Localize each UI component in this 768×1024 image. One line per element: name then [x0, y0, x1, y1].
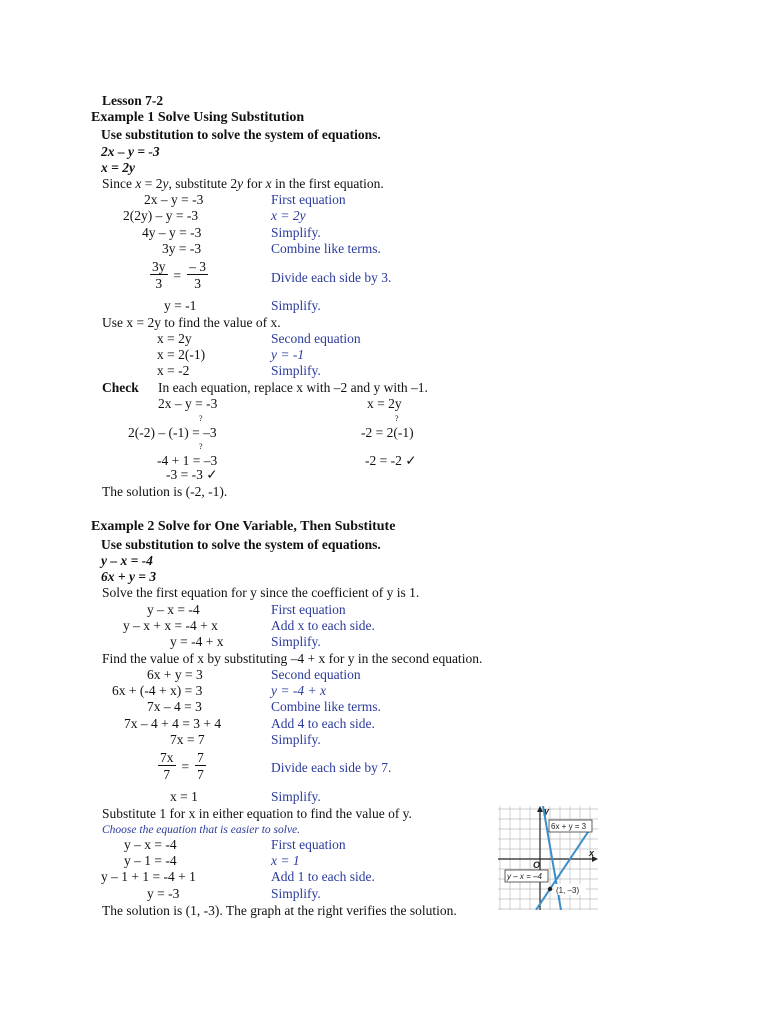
example1-system-eq1: 2x – y = -3 [101, 144, 160, 159]
example1-since-text: Since x = 2y, substitute 2y for x in the first equation. [102, 176, 384, 191]
ex2-x-step-2-reason: y = -4 + x [271, 683, 326, 698]
ex1-x-step-1-reason: Second equation [271, 331, 361, 346]
ex2-y-step-4: y = -3 [147, 886, 180, 901]
check-left-3: -4 + 1 = –3 [157, 453, 218, 468]
ex2-solve-first-text: Solve the first equation for y since the coefficient of y is 1. [102, 585, 420, 600]
x-axis-label: x [589, 848, 595, 858]
ex2-fraction-step: $\frac{7x}{7}$ = $\frac{7}{7}$ [160, 750, 204, 782]
ex2-y-step-2-reason: x = 1 [271, 853, 300, 868]
ex1-step-1-reason: First equation [271, 192, 346, 207]
check-question-mark: ? [395, 414, 399, 423]
line2-label: y – x = –4 [507, 872, 542, 881]
ex2-x-step-1-reason: Second equation [271, 667, 361, 682]
check-label: Check [102, 380, 139, 395]
ex2-x-result-reason: Simplify. [271, 789, 321, 804]
lesson-title: Lesson 7-2 [102, 93, 164, 108]
ex2-x-step-5-reason: Simplify. [271, 732, 321, 747]
ex2-solution: The solution is (1, -3). The graph at the right verifies the solution. [102, 903, 457, 918]
check-text: In each equation, replace x with –2 and y with –1. [158, 380, 428, 395]
ex2-x-result: x = 1 [170, 789, 198, 804]
ex1-step-3: 4y – y = -3 [142, 225, 202, 240]
intersection-label: (1, –3) [556, 886, 580, 895]
ex1-fraction-reason: Divide each side by 3. [271, 270, 392, 285]
example2-system-eq2: 6x + y = 3 [101, 569, 157, 584]
ex2-y-step-2: y – 1 = -4 [124, 853, 177, 868]
ex2-x-step-3: 7x – 4 = 3 [147, 699, 202, 714]
line-y-minus-x-eq-neg4 [536, 829, 590, 910]
ex2-step-1-reason: First equation [271, 602, 346, 617]
ex1-step-4: 3y = -3 [162, 241, 202, 256]
ex1-solution: The solution is (-2, -1). [102, 484, 228, 499]
example1-title: Example 1 Solve Using Substitution [91, 110, 305, 125]
ex1-step-1: 2x – y = -3 [144, 192, 204, 207]
check-right-3: -2 = -2 ✓ [365, 453, 417, 468]
ex1-use-text: Use x = 2y to find the value of x. [102, 315, 281, 330]
ex1-fraction-step: $\frac{3y}{3}$ = $\frac{- 3}{3}$ [152, 259, 206, 291]
ex2-step-1: y – x = -4 [147, 602, 200, 617]
ex2-find-text: Find the value of x by substituting –4 + x for y in the second equation. [102, 651, 483, 666]
ex1-x-step-3: x = -2 [157, 363, 190, 378]
ex1-step-3-reason: Simplify. [271, 225, 321, 240]
origin-label: O [533, 860, 541, 870]
ex1-x-step-2-reason: y = -1 [271, 347, 305, 362]
ex2-x-step-5: 7x = 7 [170, 732, 205, 747]
ex2-y-step-1-reason: First equation [271, 837, 346, 852]
ex2-x-step-3-reason: Combine like terms. [271, 699, 381, 714]
ex1-step-2: 2(2y) – y = -3 [123, 208, 199, 223]
ex1-step-4-reason: Combine like terms. [271, 241, 381, 256]
check-question-mark: ? [199, 442, 203, 451]
ex2-y-step-4-reason: Simplify. [271, 886, 321, 901]
ex1-x-step-2: x = 2(-1) [157, 347, 206, 362]
ex1-x-step-1: x = 2y [157, 331, 192, 346]
example1-instruction: Use substitution to solve the system of equations. [101, 127, 381, 142]
ex2-x-step-4: 7x – 4 + 4 = 3 + 4 [124, 716, 222, 731]
ex1-x-step-3-reason: Simplify. [271, 363, 321, 378]
ex2-y-step-1: y – x = -4 [124, 837, 177, 852]
ex2-y-step-3: y – 1 + 1 = -4 + 1 [101, 869, 196, 884]
intersection-point [548, 887, 552, 891]
ex2-step-2: y – x + x = -4 + x [123, 618, 218, 633]
check-left-4: -3 = -3 ✓ [166, 467, 218, 482]
check-question-mark: ? [199, 414, 203, 423]
ex1-y-result-reason: Simplify. [271, 298, 321, 313]
ex2-step-3-reason: Simplify. [271, 634, 321, 649]
ex1-y-result: y = -1 [164, 298, 197, 313]
ex2-step-2-reason: Add x to each side. [271, 618, 375, 633]
ex2-substitute-text: Substitute 1 for x in either equation to find the value of y. [102, 806, 412, 821]
ex2-fraction-reason: Divide each side by 7. [271, 760, 392, 775]
check-right-1: x = 2y [367, 396, 402, 411]
ex2-step-3: y = -4 + x [170, 634, 224, 649]
check-left-1: 2x – y = -3 [158, 396, 218, 411]
example2-instruction: Use substitution to solve the system of equations. [101, 537, 381, 552]
check-left-2: 2(-2) – (-1) = –3 [128, 425, 217, 440]
line1-label: 6x + y = 3 [551, 822, 587, 831]
system-graph [498, 806, 598, 910]
example2-system-eq1: y – x = -4 [101, 553, 153, 568]
ex2-y-step-3-reason: Add 1 to each side. [271, 869, 375, 884]
ex1-step-2-reason: x = 2y [271, 208, 306, 223]
ex2-choose-hint: Choose the equation that is easier to solve. [102, 824, 301, 836]
example2-title: Example 2 Solve for One Variable, Then Substitute [91, 519, 396, 534]
ex2-x-step-1: 6x + y = 3 [147, 667, 203, 682]
y-axis-label: y [544, 806, 550, 816]
example1-system-eq2: x = 2y [101, 160, 135, 175]
ex2-x-step-2: 6x + (-4 + x) = 3 [112, 683, 203, 698]
check-right-2: -2 = 2(-1) [361, 425, 414, 440]
ex2-x-step-4-reason: Add 4 to each side. [271, 716, 375, 731]
